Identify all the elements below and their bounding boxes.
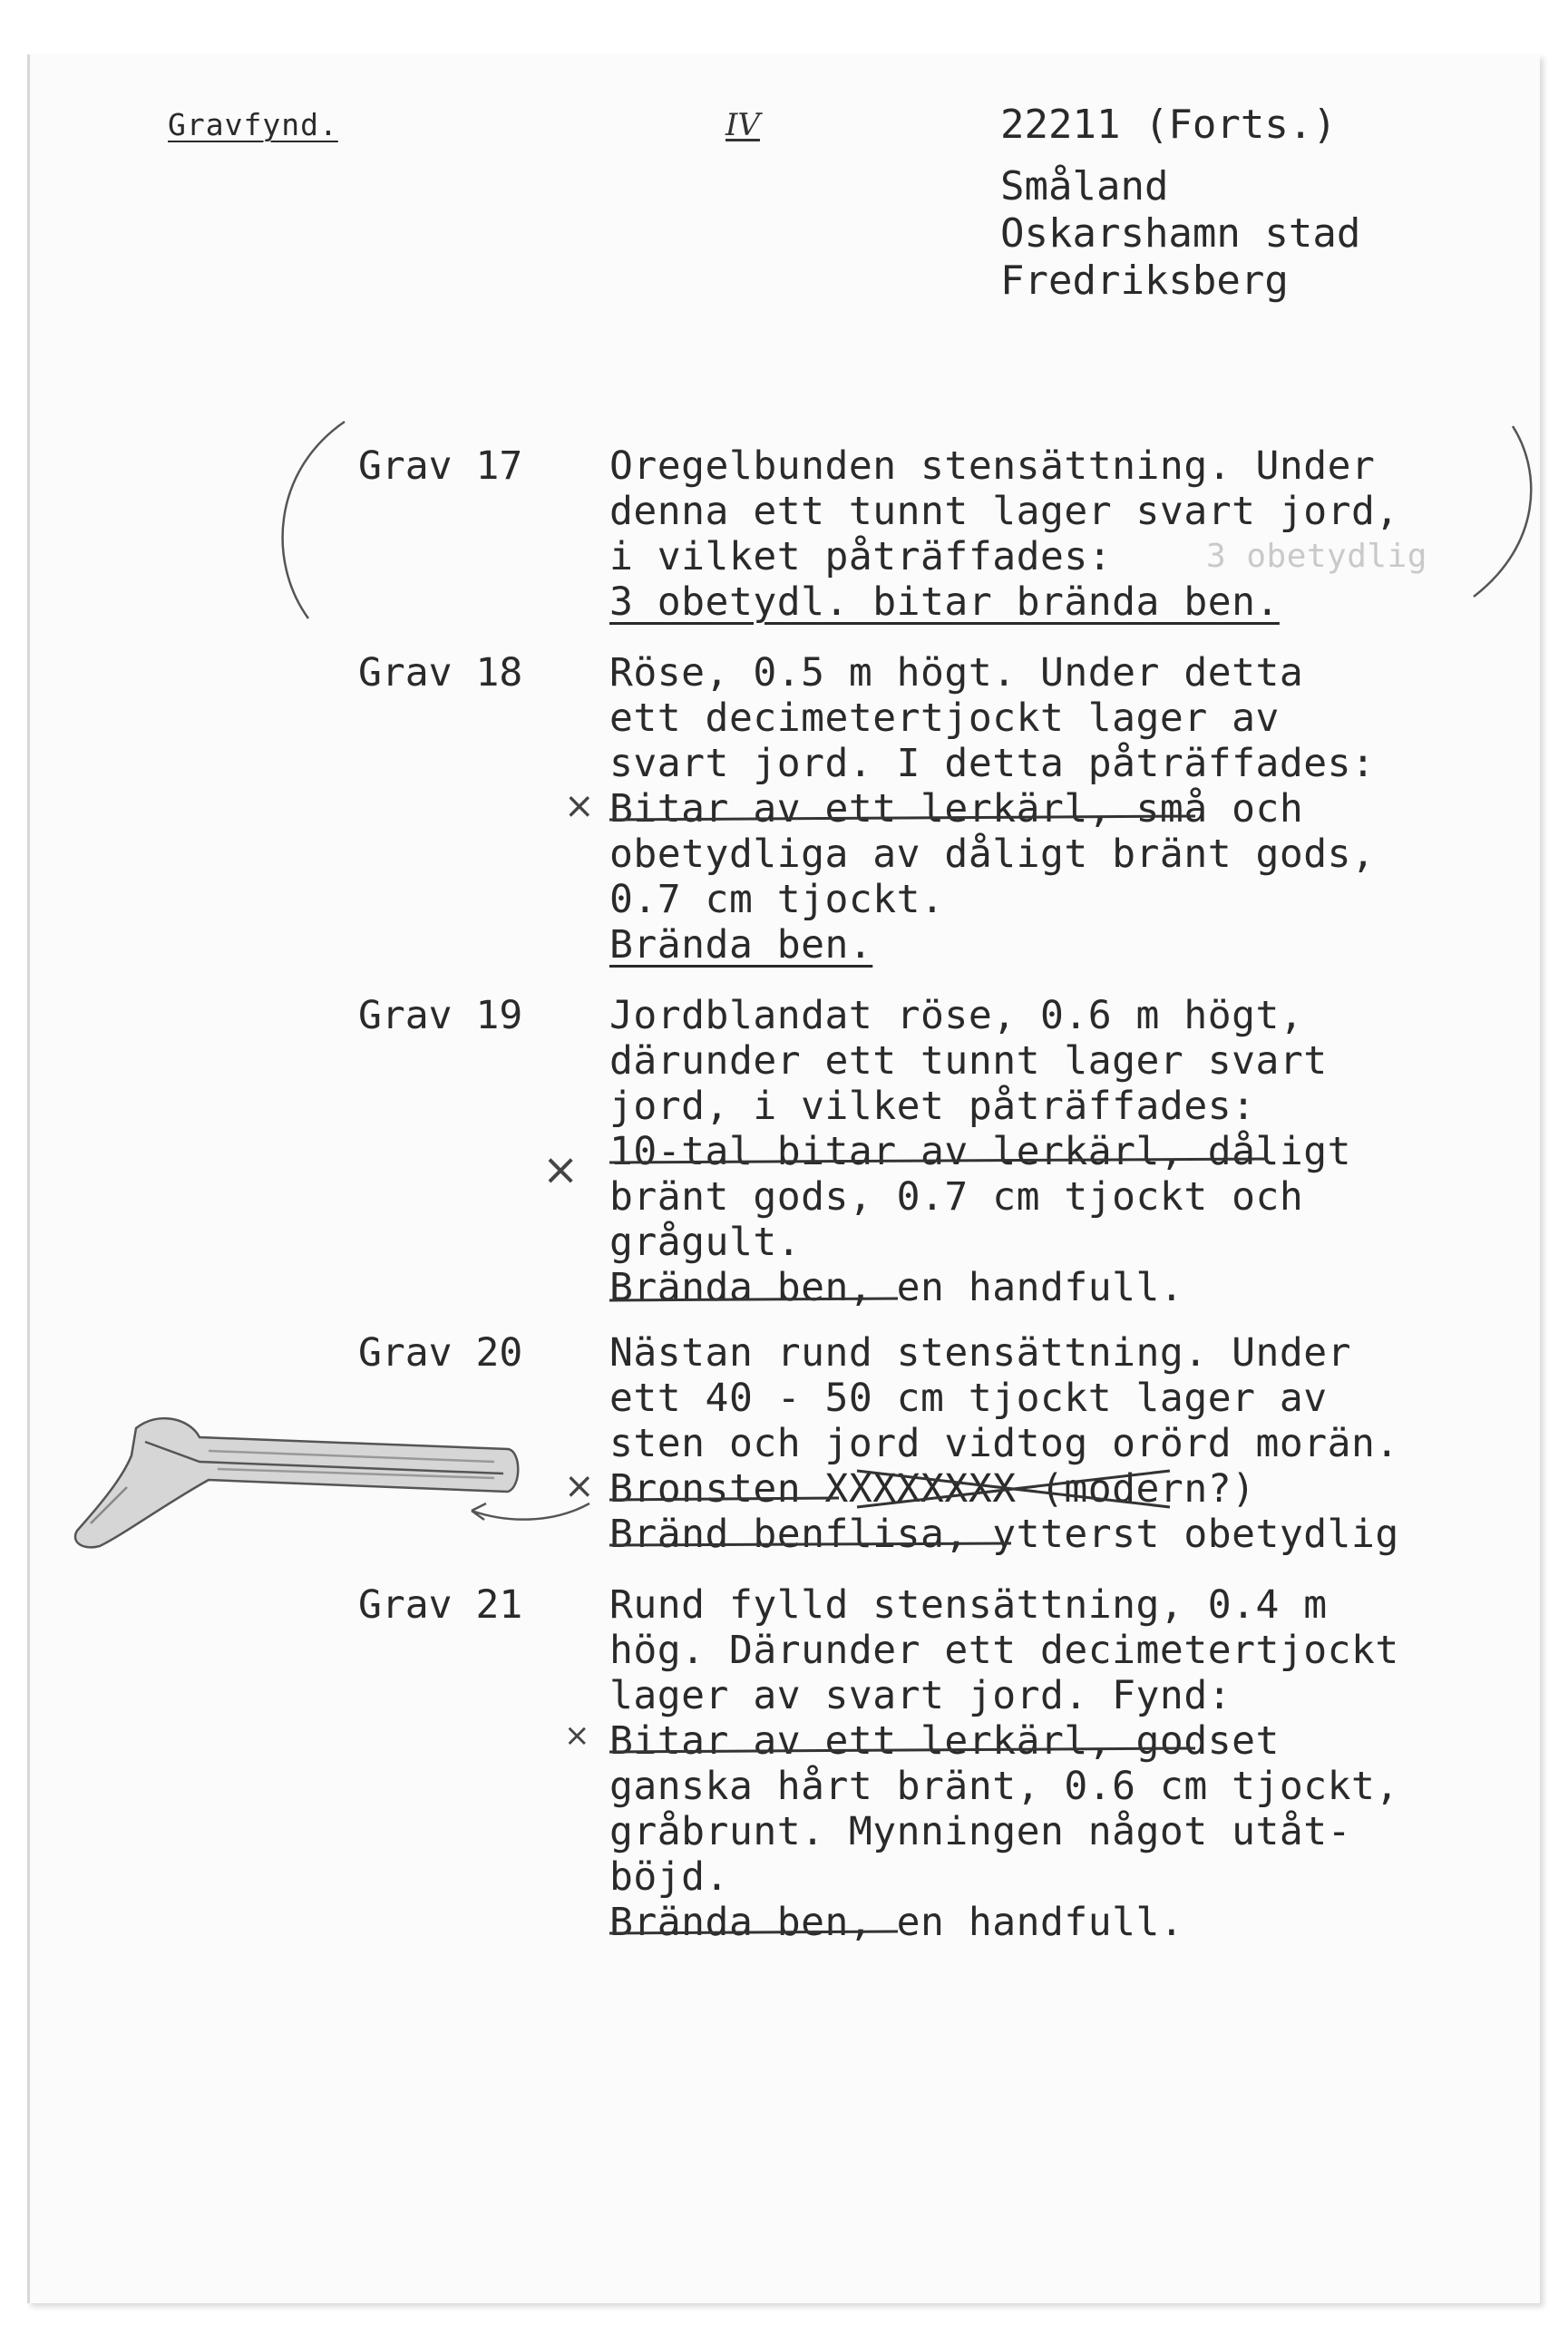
grav-19-line-5: bränt gods, 0.7 cm tjockt och <box>609 1174 1304 1220</box>
grav-19-line-3: jord, i vilket påträffades: <box>609 1084 1256 1129</box>
grav-18-line-3: svart jord. I detta påträffades: <box>609 741 1376 786</box>
grav-21-line-4: Bitar av ett lerkärl, godset <box>609 1718 1280 1764</box>
catalog-number: 22211 (Forts.) <box>1000 102 1337 148</box>
grav-20-line-5: Bränd benflisa, ytterst obetydlig <box>609 1512 1399 1557</box>
grav-18-cross-mark: × <box>564 785 595 827</box>
grav-19-line-1: Jordblandat röse, 0.6 m högt, <box>609 993 1304 1038</box>
grav-17-bracket-right <box>1474 426 1531 597</box>
grav-17-label: Grav 17 <box>358 443 523 489</box>
grav-17-line-3: i vilket påträffades: <box>609 534 1113 579</box>
bronze-rod-sketch-icon <box>75 1418 518 1547</box>
grav-17-line-4: 3 obetydl. bitar brända ben. <box>609 579 1280 625</box>
grav-21-line-6: gråbrunt. Mynningen något utåt- <box>609 1809 1352 1854</box>
grav-21-line-7: böjd. <box>609 1854 729 1900</box>
grav-17-line-2: denna ett tunnt lager svart jord, <box>609 489 1399 534</box>
grav-20-line-2: ett 40 - 50 cm tjockt lager av <box>609 1376 1328 1421</box>
roman-numeral-mark: IV <box>726 107 760 143</box>
grav-21-bones-underline <box>609 1931 898 1933</box>
document-title: Gravfynd. <box>168 107 338 142</box>
grav-21-line-1: Rund fylld stensättning, 0.4 m <box>609 1582 1328 1628</box>
grav-17-faint-overtype: 3 obetydlig <box>1206 538 1427 575</box>
grav-18-line-1: Röse, 0.5 m högt. Under detta <box>609 650 1304 696</box>
grav-17-line-1: Oregelbunden stensättning. Under <box>609 443 1376 489</box>
grav-19-label: Grav 19 <box>358 993 523 1038</box>
grav-18-line-4: Bitar av ett lerkärl, små och <box>609 786 1304 832</box>
grav-20-cross-mark: × <box>564 1465 595 1507</box>
grav-21-line-5: ganska hårt bränt, 0.6 cm tjockt, <box>609 1764 1399 1809</box>
parish: Oskarshamn stad <box>1000 210 1361 257</box>
site-name: Fredriksberg <box>1000 258 1289 304</box>
grav-20-find-underline <box>609 1498 839 1500</box>
grav-19-line-6: grågult. <box>609 1220 802 1265</box>
grav-19-find-underline <box>609 1159 1268 1162</box>
grav-20-strikeout <box>857 1471 1170 1507</box>
grav-21-line-8: Brända ben, en handfull. <box>609 1900 1184 1945</box>
grav-21-line-3: lager av svart jord. Fynd: <box>609 1673 1232 1718</box>
grav-19-bones-underline <box>609 1299 898 1300</box>
grav-20-line-3: sten och jord vidtog orörd morän. <box>609 1421 1399 1466</box>
grav-17-bracket-left <box>283 422 345 618</box>
sketch-pointer-arrow <box>472 1503 589 1520</box>
grav-18-line-2: ett decimetertjockt lager av <box>609 696 1280 741</box>
grav-20-line-4: Bronsten XXXXXXXX (modern?) <box>609 1466 1256 1512</box>
grav-21-line-2: hög. Därunder ett decimetertjockt <box>609 1628 1399 1673</box>
grav-18-line-7: Brända ben. <box>609 922 873 968</box>
grav-20-label: Grav 20 <box>358 1330 523 1376</box>
grav-19-line-2: därunder ett tunnt lager svart <box>609 1038 1328 1084</box>
grav-20-line-1: Nästan rund stensättning. Under <box>609 1330 1352 1376</box>
grav-21-label: Grav 21 <box>358 1582 523 1628</box>
grav-18-line-5: obetydliga av dåligt bränt gods, <box>609 832 1376 877</box>
grav-19-cross-mark: × <box>542 1144 579 1195</box>
province: Småland <box>1000 163 1169 209</box>
grav-20-bones-underline <box>609 1543 1011 1545</box>
grav-21-cross-mark: × <box>564 1717 590 1754</box>
grav-18-line-6: 0.7 cm tjockt. <box>609 877 945 922</box>
grav-18-label: Grav 18 <box>358 650 523 696</box>
grav-19-line-4: 10-tal bitar av lerkärl, dåligt <box>609 1129 1352 1174</box>
grav-18-find-underline <box>609 816 1195 820</box>
grav-19-line-7: Brända ben, en handfull. <box>609 1265 1184 1310</box>
grav-21-find-underline <box>609 1748 1195 1752</box>
